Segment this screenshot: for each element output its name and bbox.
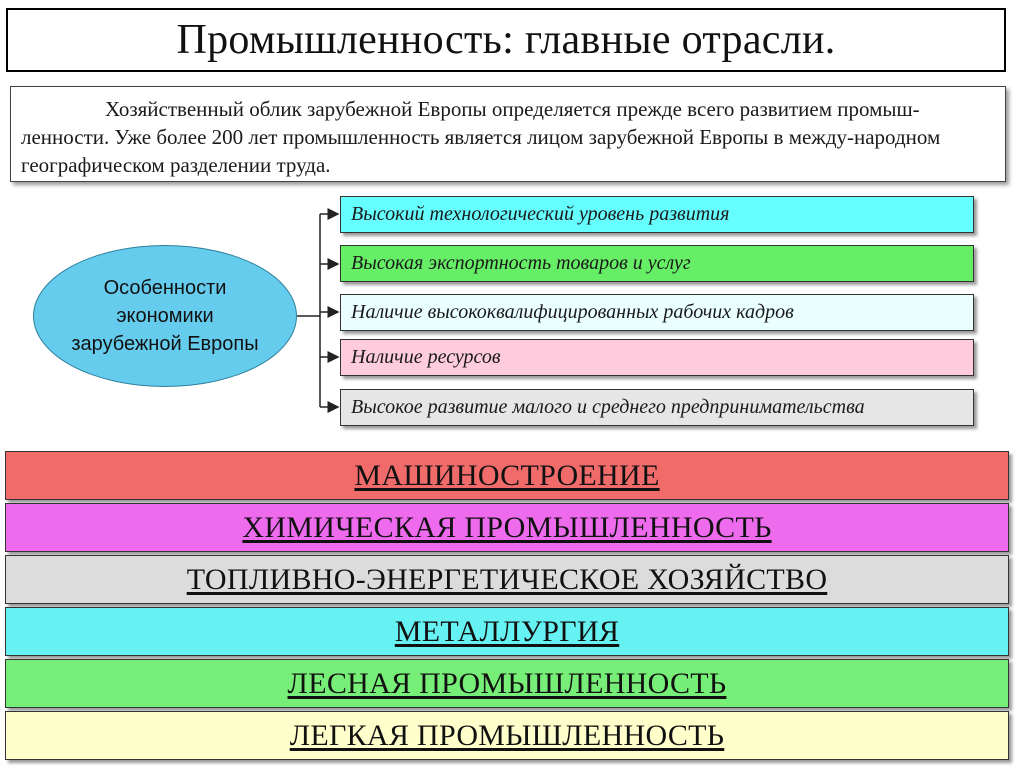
branch-bar: ТОПЛИВНО-ЭНЕРГЕТИЧЕСКОЕ ХОЗЯЙСТВО [5,555,1009,604]
feature-box: Наличие ресурсов [340,339,974,376]
center-ellipse [33,245,297,387]
feature-box: Высокий технологический уровень развития [340,196,974,233]
feature-box: Высокая экспортность товаров и услуг [340,245,974,282]
page-title: Промышленность: главные отрасли. [176,17,836,63]
intro-text: Хозяйственный облик зарубежной Европы определяется прежде всего развитием промыш-ленности. Уже более 200 лет промышленность является лицом зарубежной Европы в между-народном географическом разделении труда. [10,86,1006,182]
branch-bar: МАШИНОСТРОЕНИЕ [5,451,1009,500]
branch-bar: МЕТАЛЛУРГИЯ [5,607,1009,656]
branch-bar: ЛЕГКАЯ ПРОМЫШЛЕННОСТЬ [5,711,1009,760]
feature-box: Высокое развитие малого и среднего предпринимательства [340,389,974,426]
center-label: Особенности экономики зарубежной Европы [71,277,259,355]
feature-box: Наличие высококвалифицированных рабочих кадров [340,294,974,331]
branch-bar: ХИМИЧЕСКАЯ ПРОМЫШЛЕННОСТЬ [5,503,1009,552]
branch-bar: ЛЕСНАЯ ПРОМЫШЛЕННОСТЬ [5,659,1009,708]
